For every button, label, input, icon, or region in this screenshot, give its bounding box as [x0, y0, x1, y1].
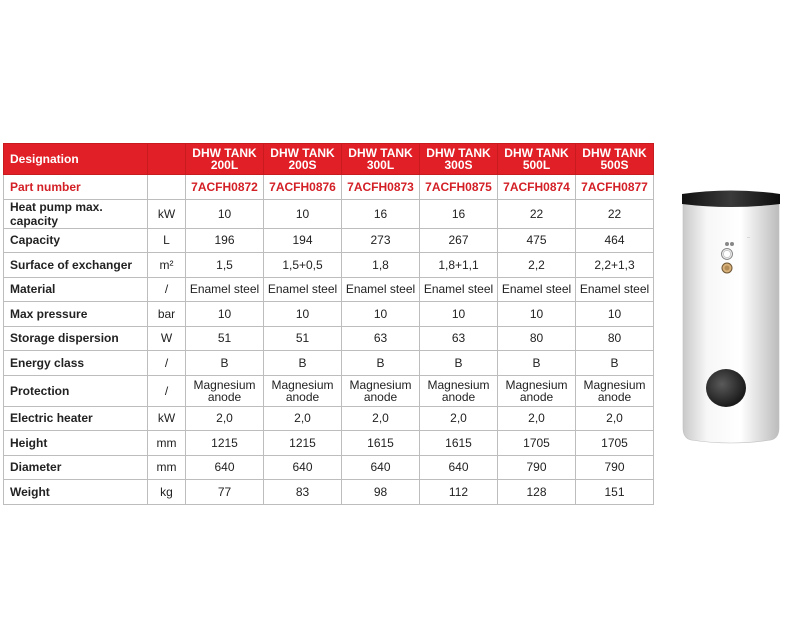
- part-number-cell: 7ACFH0877: [576, 175, 654, 200]
- table-row: [4, 228, 654, 253]
- value-cell: 790: [576, 455, 654, 480]
- value-cell: Magnesium anode: [420, 375, 498, 406]
- model-header: DHW TANK 300S: [420, 144, 498, 175]
- part-number-cell: 7ACFH0873: [342, 175, 420, 200]
- row-label: Diameter: [4, 455, 148, 480]
- row-unit: kg: [148, 480, 186, 505]
- value-cell: 267: [420, 228, 498, 253]
- value-cell: 640: [264, 455, 342, 480]
- value-cell: 2,0: [576, 406, 654, 431]
- model-header: DHW TANK 300L: [342, 144, 420, 175]
- part-number-cell: 7ACFH0875: [420, 175, 498, 200]
- value-cell: 640: [186, 455, 264, 480]
- model-header: DHW TANK 500L: [498, 144, 576, 175]
- value-cell: 22: [498, 199, 576, 228]
- value-cell: 273: [342, 228, 420, 253]
- value-cell: 2,0: [342, 406, 420, 431]
- row-unit: kW: [148, 199, 186, 228]
- row-unit: mm: [148, 431, 186, 456]
- value-cell: 1,8+1,1: [420, 253, 498, 278]
- value-cell: B: [576, 351, 654, 376]
- value-cell: 10: [264, 199, 342, 228]
- value-cell: B: [420, 351, 498, 376]
- value-cell: 640: [420, 455, 498, 480]
- row-label: Electric heater: [4, 406, 148, 431]
- value-cell: 2,0: [186, 406, 264, 431]
- value-cell: 10: [576, 302, 654, 327]
- row-unit: mm: [148, 455, 186, 480]
- value-cell: 196: [186, 228, 264, 253]
- value-cell: 80: [576, 326, 654, 351]
- table-row: [4, 253, 654, 278]
- table-row: [4, 326, 654, 351]
- table-row: [4, 277, 654, 302]
- value-cell: 1,5: [186, 253, 264, 278]
- value-cell: 2,0: [420, 406, 498, 431]
- model-header: DHW TANK 200L: [186, 144, 264, 175]
- table-row: [4, 199, 654, 228]
- row-unit: kW: [148, 406, 186, 431]
- row-unit: bar: [148, 302, 186, 327]
- value-cell: 1,5+0,5: [264, 253, 342, 278]
- value-cell: Enamel steel: [576, 277, 654, 302]
- value-cell: 80: [498, 326, 576, 351]
- value-cell: 10: [186, 199, 264, 228]
- value-cell: 2,2+1,3: [576, 253, 654, 278]
- value-cell: 63: [420, 326, 498, 351]
- part-number-cell: 7ACFH0876: [264, 175, 342, 200]
- value-cell: Enamel steel: [264, 277, 342, 302]
- row-label: Heat pump max. capacity: [4, 199, 148, 228]
- row-unit: /: [148, 351, 186, 376]
- row-label: Storage dispersion: [4, 326, 148, 351]
- row-unit: L: [148, 228, 186, 253]
- model-header: DHW TANK 200S: [264, 144, 342, 175]
- value-cell: Magnesium anode: [264, 375, 342, 406]
- value-cell: 1,8: [342, 253, 420, 278]
- value-cell: Enamel steel: [342, 277, 420, 302]
- value-cell: B: [186, 351, 264, 376]
- value-cell: 98: [342, 480, 420, 505]
- header-row: [4, 144, 654, 175]
- row-label: Surface of exchanger: [4, 253, 148, 278]
- row-label: Max pressure: [4, 302, 148, 327]
- table-row: [4, 480, 654, 505]
- row-label: Height: [4, 431, 148, 456]
- designation-header: Designation: [4, 144, 148, 175]
- row-unit: [148, 175, 186, 200]
- value-cell: 2,0: [264, 406, 342, 431]
- value-cell: 51: [186, 326, 264, 351]
- table-row: [4, 406, 654, 431]
- row-label: Part number: [4, 175, 148, 200]
- row-label: Material: [4, 277, 148, 302]
- value-cell: 1705: [498, 431, 576, 456]
- unit-header: [148, 144, 186, 175]
- value-cell: 112: [420, 480, 498, 505]
- value-cell: Magnesium anode: [576, 375, 654, 406]
- value-cell: 1615: [420, 431, 498, 456]
- row-unit: W: [148, 326, 186, 351]
- value-cell: Enamel steel: [186, 277, 264, 302]
- value-cell: Enamel steel: [420, 277, 498, 302]
- value-cell: 10: [264, 302, 342, 327]
- row-label: Energy class: [4, 351, 148, 376]
- value-cell: 10: [420, 302, 498, 327]
- spec-table: [3, 143, 654, 505]
- table-row: [4, 455, 654, 480]
- value-cell: 16: [420, 199, 498, 228]
- value-cell: 1705: [576, 431, 654, 456]
- value-cell: Magnesium anode: [342, 375, 420, 406]
- value-cell: 22: [576, 199, 654, 228]
- value-cell: 10: [186, 302, 264, 327]
- value-cell: Enamel steel: [498, 277, 576, 302]
- svg-text:⸱⸱⸱: ⸱⸱⸱: [747, 236, 750, 240]
- value-cell: 10: [342, 302, 420, 327]
- part-number-cell: 7ACFH0874: [498, 175, 576, 200]
- row-unit: m²: [148, 253, 186, 278]
- part-number-cell: 7ACFH0872: [186, 175, 264, 200]
- table-row: [4, 302, 654, 327]
- value-cell: 640: [342, 455, 420, 480]
- row-unit: /: [148, 375, 186, 406]
- value-cell: 151: [576, 480, 654, 505]
- value-cell: 194: [264, 228, 342, 253]
- value-cell: 77: [186, 480, 264, 505]
- value-cell: 1615: [342, 431, 420, 456]
- value-cell: 63: [342, 326, 420, 351]
- table-row: [4, 431, 654, 456]
- value-cell: 1215: [264, 431, 342, 456]
- value-cell: B: [342, 351, 420, 376]
- model-header: DHW TANK 500S: [576, 144, 654, 175]
- value-cell: 475: [498, 228, 576, 253]
- value-cell: 83: [264, 480, 342, 505]
- table-row: [4, 375, 654, 406]
- value-cell: 790: [498, 455, 576, 480]
- value-cell: Magnesium anode: [498, 375, 576, 406]
- table-row: [4, 351, 654, 376]
- row-label: Capacity: [4, 228, 148, 253]
- water-tank-image: [681, 190, 781, 445]
- value-cell: 2,2: [498, 253, 576, 278]
- value-cell: 1215: [186, 431, 264, 456]
- value-cell: B: [498, 351, 576, 376]
- value-cell: B: [264, 351, 342, 376]
- row-label: Weight: [4, 480, 148, 505]
- value-cell: 16: [342, 199, 420, 228]
- value-cell: 51: [264, 326, 342, 351]
- value-cell: Magnesium anode: [186, 375, 264, 406]
- value-cell: 2,0: [498, 406, 576, 431]
- part-number-row: [4, 175, 654, 200]
- value-cell: 128: [498, 480, 576, 505]
- value-cell: 10: [498, 302, 576, 327]
- row-label: Protection: [4, 375, 148, 406]
- row-unit: /: [148, 277, 186, 302]
- value-cell: 464: [576, 228, 654, 253]
